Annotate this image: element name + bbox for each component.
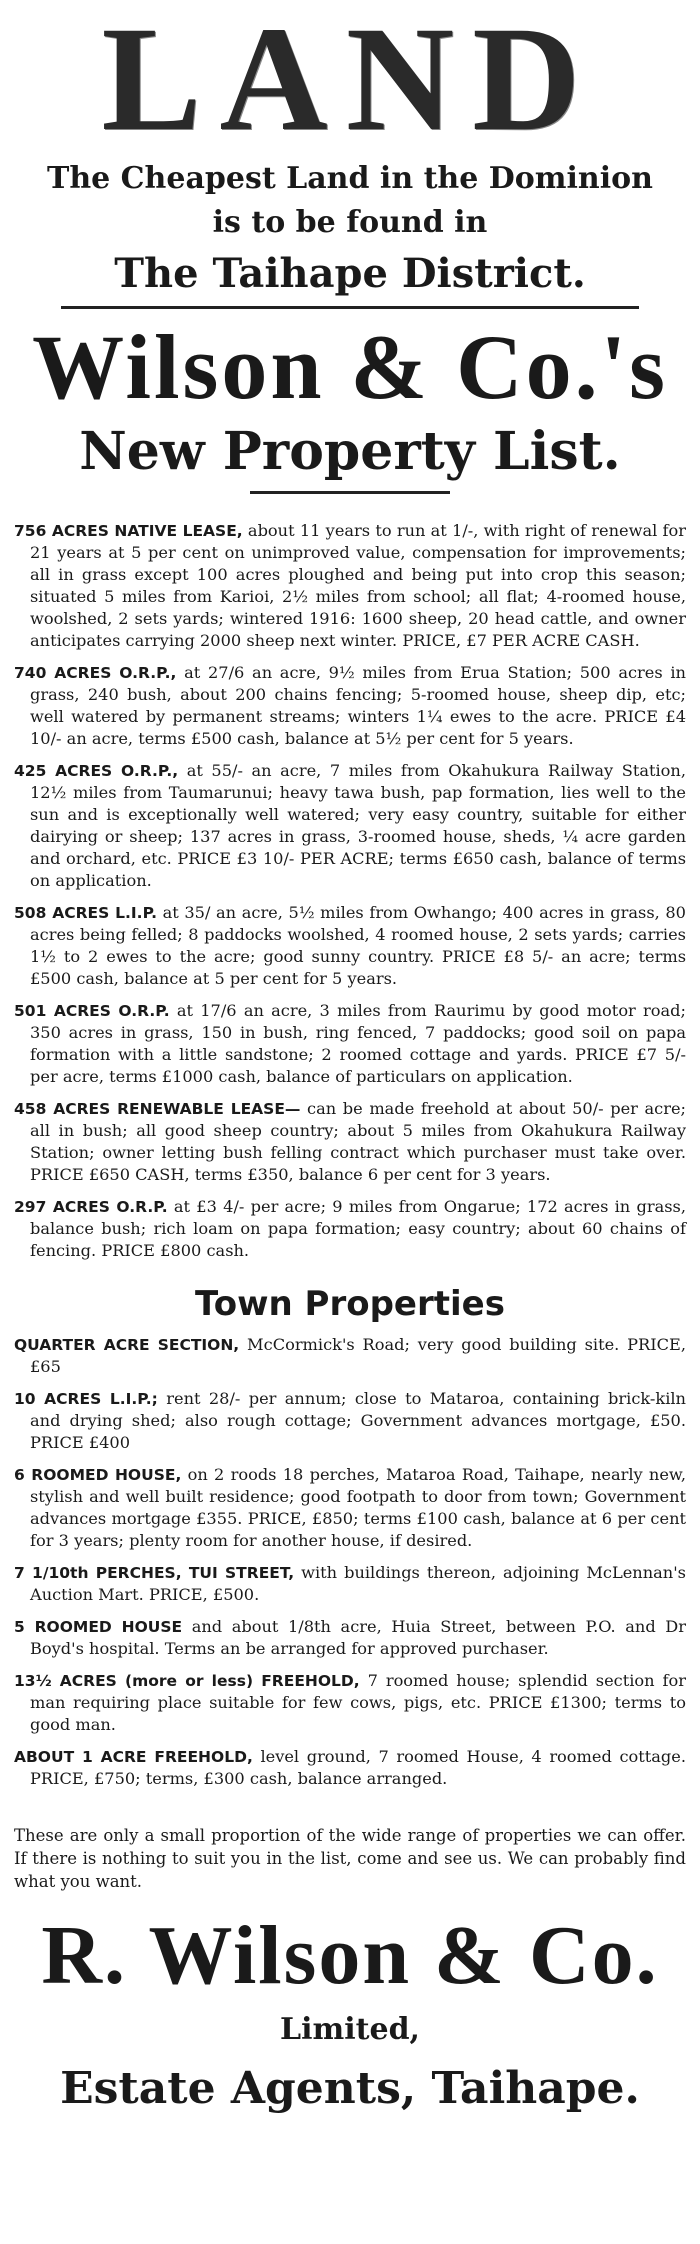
list-item [14,520,686,652]
listing-body: and about 1/8th acre, Huia Street, between P.O. and Dr Boyd's hospital. Terms an be arranged for approved purchaser. [30,1617,686,1658]
list-item [14,760,686,892]
listing-body: McCormick's Road; very good building site. PRICE, £65 [30,1335,686,1376]
list-item [14,1196,686,1262]
closing-note: These are only a small proportion of the wide range of properties we can offer. If there is nothing to suit you in the list, come and see us. We can probably find what you want. [14,1826,686,1891]
brand-name: Wilson & Co.'s [32,316,668,418]
listing-heading: 5 ROOMED HOUSE [14,1618,183,1636]
divider [250,491,450,494]
listing-body: level ground, 7 roomed House, 4 roomed cottage. PRICE, £750; terms, £300 cash, balance arranged. [30,1747,686,1788]
listing-body: rent 28/- per annum; close to Mataroa, containing brick-kiln and drying shed; also rough cottage; Government advances mortgage, £50. PRICE £400 [30,1389,686,1452]
listing-heading: 6 ROOMED HOUSE, [14,1466,182,1484]
list-item [14,1334,686,1378]
listing-heading: 458 ACRES RENEWABLE LEASE— [14,1100,301,1118]
estate-agents-line: Estate Agents, Taihape. [60,2062,640,2114]
listing-heading: 297 ACRES O.R.P. [14,1198,168,1216]
list-item [14,1616,686,1660]
listing-heading: 13½ ACRES (more or less) FREEHOLD, [14,1672,360,1690]
list-item [14,1098,686,1186]
list-item [14,1464,686,1552]
town-listings [14,1334,686,1790]
list-item [14,1670,686,1736]
listing-heading: 10 ACRES L.I.P.; [14,1390,158,1408]
listing-body: at 17/6 an acre, 3 miles from Raurimu by good motor road; 350 acres in grass, 150 in bush, ring fenced, 7 paddocks; good soil on papa formation with a little sandstone; 2 roomed cottage and yards. PRICE £7 5/- per acre, terms £1000 cash, balance of particulars on application. [30,1001,686,1086]
listing-heading: 740 ACRES O.R.P., [14,664,177,682]
listing-heading: 501 ACRES O.R.P. [14,1002,170,1020]
listing-heading: ABOUT 1 ACRE FREEHOLD, [14,1748,253,1766]
list-title: New Property List. [79,421,621,482]
town-properties-heading: Town Properties [195,1284,505,1324]
listing-body: about 11 years to run at 1/-, with right of renewal for 21 years at 5 per cent on unimproved value, compensation for improvements; all in grass except 100 acres ploughed and being put into crop this season; situated 5 miles from Karioi, 2½ miles from school; all flat; 4-roomed house, woolshed, 2 sets yards; wintered 1916: 1600 sheep, 20 head cattle, and owner anticipates carrying 2000 sheep next winter. PRICE, £7 PER ACRE CASH. [30,521,687,650]
land-headline: LAND [101,0,599,162]
subtitle-line-1: The Cheapest Land in the Dominion [47,161,653,196]
listing-heading: 425 ACRES O.R.P., [14,762,179,780]
district-heading: The Taihape District. [114,250,586,297]
listing-body: at £3 4/- per acre; 9 miles from Ongarue; 172 acres in grass, balance bush; rich loam on papa formation; easy country; about 60 chains of fencing. PRICE £800 cash. [30,1197,686,1260]
company-limited: Limited, [280,2011,420,2047]
subtitle-line-2: is to be found in [212,205,488,240]
listing-heading: 756 ACRES NATIVE LEASE, [14,522,243,540]
listing-body: at 27/6 an acre, 9½ miles from Erua Station; 500 acres in grass, 240 bush, about 200 chains fencing; 5-roomed house, sheep dip, etc; well watered by permanent streams; winters 1¼ ewes to the acre. PRICE £4 10/- an acre, terms £500 cash, balance at 5½ per cent for 5 years. [30,663,686,748]
listing-body: at 35/ an acre, 5½ miles from Owhango; 400 acres in grass, 80 acres being felled; 8 paddocks woolshed, 4 roomed house, 2 sets yards; carries 1½ to 2 ewes to the acre; good sunny country. PRICE £8 5/- an acre; terms £500 cash, balance at 5 per cent for 5 years. [30,903,686,988]
list-item [14,1000,686,1088]
list-item [14,902,686,990]
listing-body: can be made freehold at about 50/- per acre; all in bush; all good sheep country; about 5 miles from Okahukura Railway Station; owner letting bush felling contract which purchaser must take over. PRICE £650 CASH, terms £350, balance 6 per cent for 3 years. [30,1099,686,1184]
listing-body: with buildings thereon, adjoining McLennan's Auction Mart. PRICE, £500. [30,1563,686,1604]
listing-heading: QUARTER ACRE SECTION, [14,1336,240,1354]
listing-body: at 55/- an acre, 7 miles from Okahukura Railway Station, 12½ miles from Taumarunui; heavy tawa bush, pap formation, lies well to the sun and is exceptionally well watered; very easy country, suitable for either dairying or sheep; 137 acres in grass, 3-roomed house, sheds, ¼ acre garden and orchard, etc. PRICE £3 10/- PER ACRE; terms £650 cash, balance of terms on application. [30,761,686,890]
list-item [14,1388,686,1454]
listing-heading: 508 ACRES L.I.P. [14,904,157,922]
divider [61,306,639,309]
listing-heading: 7 1/10th PERCHES, TUI STREET, [14,1564,295,1582]
listing-body: on 2 roods 18 perches, Mataroa Road, Taihape, nearly new, stylish and well built residence; good footpath to door from town; Government advances mortgage £355. PRICE, £850; terms £100 cash, balance at 6 per cent for 3 years; plenty room for another house, if desired. [30,1465,687,1550]
listing-body: 7 roomed house; splendid section for man requiring place suitable for few cows, pigs, etc. PRICE £1300; terms to good man. [30,1671,686,1734]
list-item [14,1562,686,1606]
list-item [14,1746,686,1790]
rural-listings [14,520,686,1262]
company-name: R. Wilson & Co. [41,1908,659,2002]
list-item [14,662,686,750]
